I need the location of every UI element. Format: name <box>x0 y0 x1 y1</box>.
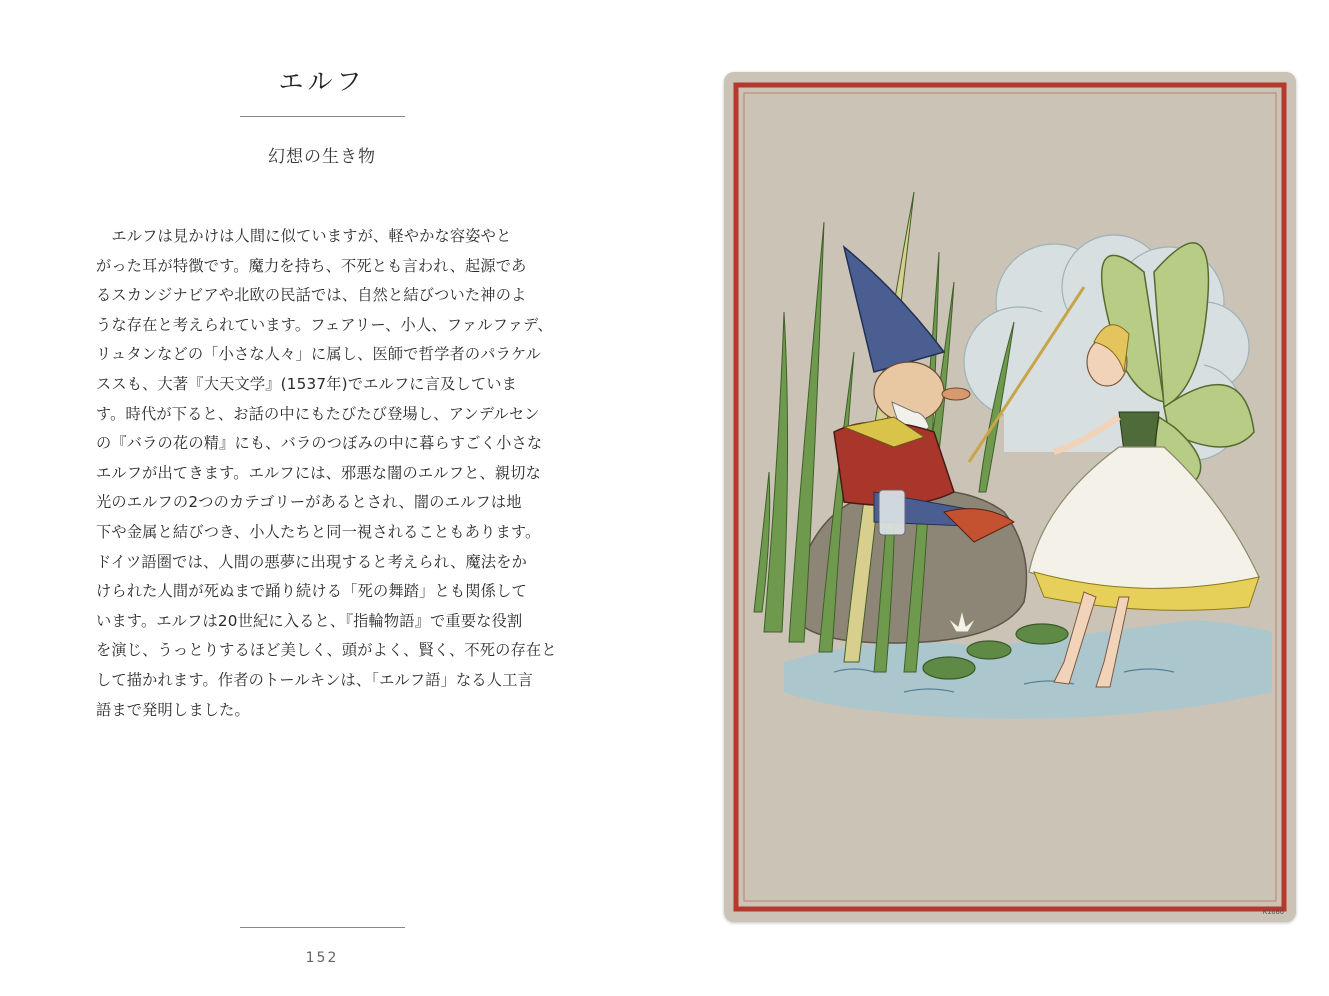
body-line: がった耳が特徴です。魔力を持ち、不死とも言われ、起源であ <box>96 256 527 275</box>
body-line: 光のエルフの2つのカテゴリーがあるとされ、闇のエルフは地 <box>96 493 522 512</box>
body-line: 下や金属と結びつき、小人たちと同一視されることもあります。 <box>96 522 541 541</box>
body-line: けられた人間が死ぬまで踊り続ける「死の舞踏」とも関係して <box>96 582 527 601</box>
body-text <box>96 222 556 725</box>
body-line: います。エルフは20世紀に入ると、『指輪物語』で重要な役割 <box>96 611 523 630</box>
gnome-hat <box>844 247 944 372</box>
body-line: 語まで発明しました。 <box>96 700 250 719</box>
page-title: エルフ <box>278 67 366 96</box>
fairy-skirt <box>1029 447 1259 592</box>
page-subtitle: 幻想の生き物 <box>268 147 376 167</box>
illustration-svg <box>724 72 1296 922</box>
body-line: を演じ、うっとりするほど美しく、頭がよく、賢く、不死の存在と <box>96 641 557 660</box>
body-line: エルフは見かけは人間に似ていますが、軽やかな容姿やと <box>96 227 512 245</box>
card-code: K1686 <box>1262 908 1284 916</box>
body-line: して描かれます。作者のトールキンは、「エルフ語」なる人工言 <box>96 670 533 689</box>
body-line: す。時代が下ると、お話の中にもたびたび登場し、アンデルセン <box>96 404 540 423</box>
page-number: 152 <box>305 950 339 966</box>
body-line: リュタンなどの「小さな人々」に属し、医師で哲学者のパラケル <box>96 345 542 364</box>
body-line: エルフが出てきます。エルフには、邪悪な闇のエルフと、親切な <box>96 463 542 482</box>
body-line: るスカンジナビアや北欧の民話では、自然と結びついた神のよ <box>96 286 527 305</box>
footer-divider <box>240 927 405 928</box>
body-line: ススも、大著『大天文学』(1537年)でエルフに言及していま <box>96 374 518 393</box>
illustration-card <box>724 72 1296 922</box>
body-line: うな存在と考えられています。フェアリー、小人、ファルファデ、 <box>96 315 553 334</box>
title-divider <box>240 116 405 117</box>
body-line: ドイツ語圏では、人間の悪夢に出現すると考えられ、魔法をか <box>96 552 528 571</box>
body-line: の『バラの花の精』にも、バラのつぼみの中に暮らすごく小さな <box>96 434 543 453</box>
left-page <box>0 0 664 996</box>
